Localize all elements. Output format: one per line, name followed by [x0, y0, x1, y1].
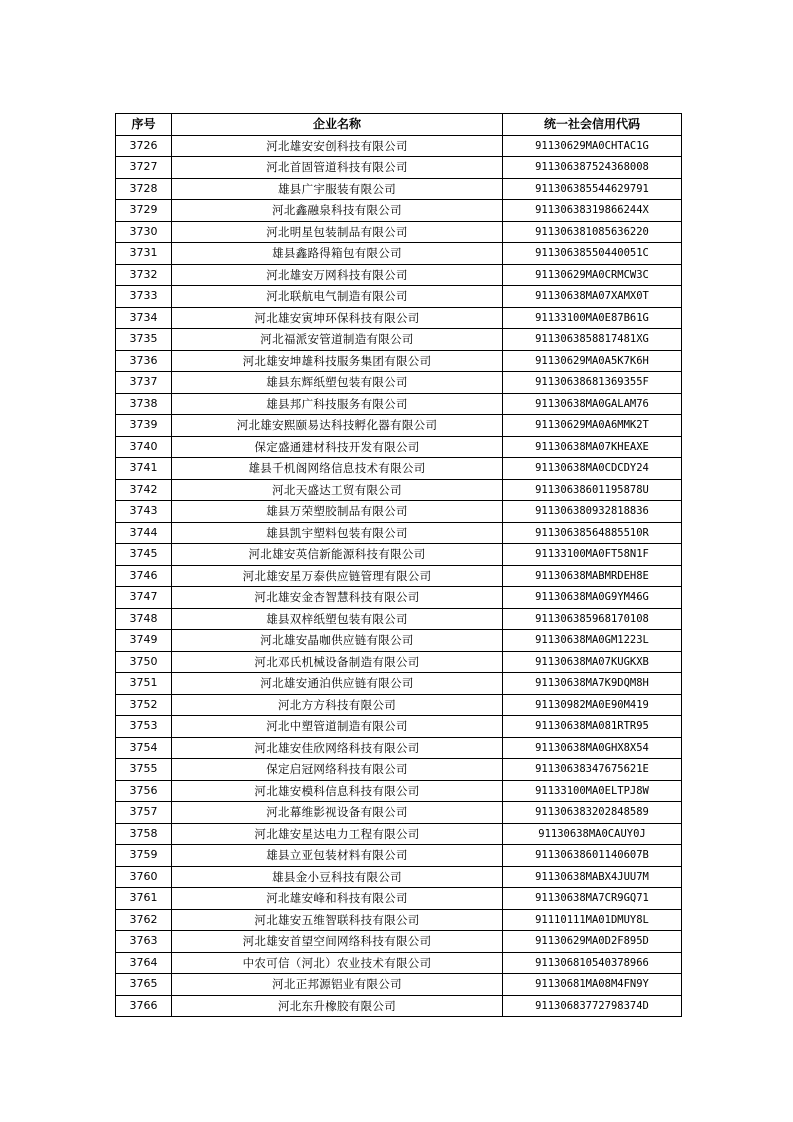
- serial-number-cell: 3766: [116, 995, 172, 1017]
- company-name-cell: 河北雄安模科信息科技有限公司: [172, 780, 503, 802]
- credit-code-cell: 91130638MA0GM1223L: [503, 630, 682, 652]
- serial-number-cell: 3755: [116, 759, 172, 781]
- credit-code-cell: 91130638MA07KUGKXB: [503, 651, 682, 673]
- table-row: [116, 737, 682, 759]
- company-name-cell: 雄县双梓纸塑包装有限公司: [172, 608, 503, 630]
- credit-code-cell: 91130629MA0A6MMK2T: [503, 415, 682, 437]
- table-row: [116, 307, 682, 329]
- serial-number-cell: 3758: [116, 823, 172, 845]
- company-name-cell: 河北雄安首望空间网络科技有限公司: [172, 931, 503, 953]
- company-name-cell: 河北鑫融泉科技有限公司: [172, 200, 503, 222]
- table-row: [116, 673, 682, 695]
- company-name-cell: 河北方方科技有限公司: [172, 694, 503, 716]
- table-row: [116, 372, 682, 394]
- serial-number-cell: 3760: [116, 866, 172, 888]
- credit-code-cell: 91130629MA0CRMCW3C: [503, 264, 682, 286]
- company-name-cell: 雄县邦广科技服务有限公司: [172, 393, 503, 415]
- serial-number-cell: 3728: [116, 178, 172, 200]
- credit-code-cell: 91130638347675621E: [503, 759, 682, 781]
- company-name-cell: 河北幕维影视设备有限公司: [172, 802, 503, 824]
- serial-number-cell: 3759: [116, 845, 172, 867]
- company-name-cell: 雄县鑫路得箱包有限公司: [172, 243, 503, 265]
- credit-code-cell: 91130638681369355F: [503, 372, 682, 394]
- credit-code-cell: 91130638MA07XAMX0T: [503, 286, 682, 308]
- serial-number-cell: 3743: [116, 501, 172, 523]
- table-row: [116, 221, 682, 243]
- table-row: [116, 522, 682, 544]
- header-company-name: 企业名称: [172, 114, 503, 136]
- company-name-cell: 河北雄安佳欣网络科技有限公司: [172, 737, 503, 759]
- serial-number-cell: 3738: [116, 393, 172, 415]
- credit-code-cell: 91130638MA0GHX8X54: [503, 737, 682, 759]
- credit-code-cell: 91133100MA0ELTPJ8W: [503, 780, 682, 802]
- credit-code-cell: 91130638MA07KHEAXE: [503, 436, 682, 458]
- serial-number-cell: 3762: [116, 909, 172, 931]
- credit-code-cell: 911306810540378966: [503, 952, 682, 974]
- credit-code-cell: 91130683772798374D: [503, 995, 682, 1017]
- credit-code-cell: 91130638MA0CDCDY24: [503, 458, 682, 480]
- company-name-cell: 保定启冠网络科技有限公司: [172, 759, 503, 781]
- serial-number-cell: 3751: [116, 673, 172, 695]
- credit-code-cell: 91130638564885510R: [503, 522, 682, 544]
- table-body: [116, 135, 682, 1017]
- header-serial-number: 序号: [116, 114, 172, 136]
- enterprise-table: [115, 113, 682, 1017]
- company-name-cell: 河北雄安寅坤环保科技有限公司: [172, 307, 503, 329]
- serial-number-cell: 3747: [116, 587, 172, 609]
- serial-number-cell: 3749: [116, 630, 172, 652]
- table-row: [116, 393, 682, 415]
- table-row: [116, 651, 682, 673]
- table-row: [116, 931, 682, 953]
- table-row: [116, 157, 682, 179]
- table-row: [116, 587, 682, 609]
- credit-code-cell: 91130638MA0GALAM76: [503, 393, 682, 415]
- company-name-cell: 河北雄安安创科技有限公司: [172, 135, 503, 157]
- table-row: [116, 286, 682, 308]
- credit-code-cell: 91130629MA0CHTAC1G: [503, 135, 682, 157]
- credit-code-cell: 91133100MA0E87B61G: [503, 307, 682, 329]
- credit-code-cell: 91110111MA01DMUY8L: [503, 909, 682, 931]
- company-name-cell: 河北明星包装制品有限公司: [172, 221, 503, 243]
- credit-code-cell: 911306387524368008: [503, 157, 682, 179]
- company-name-cell: 河北福派安管道制造有限公司: [172, 329, 503, 351]
- company-name-cell: 保定盛通建材科技开发有限公司: [172, 436, 503, 458]
- table-row: [116, 823, 682, 845]
- company-name-cell: 河北天盛达工贸有限公司: [172, 479, 503, 501]
- serial-number-cell: 3736: [116, 350, 172, 372]
- serial-number-cell: 3744: [116, 522, 172, 544]
- company-name-cell: 河北雄安熙颐易达科技孵化器有限公司: [172, 415, 503, 437]
- serial-number-cell: 3745: [116, 544, 172, 566]
- serial-number-cell: 3733: [116, 286, 172, 308]
- credit-code-cell: 911306383202848589: [503, 802, 682, 824]
- table-row: [116, 501, 682, 523]
- company-name-cell: 河北雄安坤雄科技服务集团有限公司: [172, 350, 503, 372]
- credit-code-cell: 911306381085636220: [503, 221, 682, 243]
- company-name-cell: 雄县千机阁网络信息技术有限公司: [172, 458, 503, 480]
- serial-number-cell: 3730: [116, 221, 172, 243]
- credit-code-cell: 91130681MA08M4FN9Y: [503, 974, 682, 996]
- table-row: [116, 780, 682, 802]
- company-name-cell: 河北雄安通泊供应链有限公司: [172, 673, 503, 695]
- table-row: [116, 350, 682, 372]
- serial-number-cell: 3729: [116, 200, 172, 222]
- credit-code-cell: 91130638MA7K9DQM8H: [503, 673, 682, 695]
- company-name-cell: 雄县立亚包装材料有限公司: [172, 845, 503, 867]
- serial-number-cell: 3739: [116, 415, 172, 437]
- serial-number-cell: 3750: [116, 651, 172, 673]
- table-row: [116, 694, 682, 716]
- company-name-cell: 中农可信（河北）农业技术有限公司: [172, 952, 503, 974]
- table-row: [116, 178, 682, 200]
- serial-number-cell: 3754: [116, 737, 172, 759]
- company-name-cell: 雄县万荣塑胶制品有限公司: [172, 501, 503, 523]
- serial-number-cell: 3731: [116, 243, 172, 265]
- table-row: [116, 888, 682, 910]
- table-row: [116, 436, 682, 458]
- credit-code-cell: 9113063858817481XG: [503, 329, 682, 351]
- company-name-cell: 河北雄安星万泰供应链管理有限公司: [172, 565, 503, 587]
- table-row: [116, 845, 682, 867]
- table-row: [116, 479, 682, 501]
- company-name-cell: 河北雄安星达电力工程有限公司: [172, 823, 503, 845]
- credit-code-cell: 91130638MA081RTR95: [503, 716, 682, 738]
- company-name-cell: 雄县凯宇塑料包装有限公司: [172, 522, 503, 544]
- serial-number-cell: 3763: [116, 931, 172, 953]
- serial-number-cell: 3741: [116, 458, 172, 480]
- table-row: [116, 630, 682, 652]
- company-name-cell: 河北联航电气制造有限公司: [172, 286, 503, 308]
- credit-code-cell: 911306385968170108: [503, 608, 682, 630]
- serial-number-cell: 3753: [116, 716, 172, 738]
- table-row: [116, 866, 682, 888]
- credit-code-cell: 911306380932818836: [503, 501, 682, 523]
- credit-code-cell: 91130638MA7CR9GQ71: [503, 888, 682, 910]
- serial-number-cell: 3757: [116, 802, 172, 824]
- serial-number-cell: 3727: [116, 157, 172, 179]
- table-row: [116, 952, 682, 974]
- serial-number-cell: 3756: [116, 780, 172, 802]
- serial-number-cell: 3746: [116, 565, 172, 587]
- credit-code-cell: 91130638MA0G9YM46G: [503, 587, 682, 609]
- table-row: [116, 759, 682, 781]
- serial-number-cell: 3734: [116, 307, 172, 329]
- serial-number-cell: 3765: [116, 974, 172, 996]
- company-name-cell: 河北邓氏机械设备制造有限公司: [172, 651, 503, 673]
- table-row: [116, 974, 682, 996]
- table-row: [116, 802, 682, 824]
- table-row: [116, 243, 682, 265]
- credit-code-cell: 91130638MABMRDEH8E: [503, 565, 682, 587]
- serial-number-cell: 3732: [116, 264, 172, 286]
- table-row: [116, 565, 682, 587]
- credit-code-cell: 91130638601140607B: [503, 845, 682, 867]
- table-row: [116, 329, 682, 351]
- serial-number-cell: 3761: [116, 888, 172, 910]
- credit-code-cell: 91130638MA0CAUY0J: [503, 823, 682, 845]
- credit-code-cell: 911306385544629791: [503, 178, 682, 200]
- table-row: [116, 415, 682, 437]
- header-credit-code: 统一社会信用代码: [503, 114, 682, 136]
- table-row: [116, 200, 682, 222]
- credit-code-cell: 91130638601195878U: [503, 479, 682, 501]
- credit-code-cell: 91130629MA0A5K7K6H: [503, 350, 682, 372]
- serial-number-cell: 3735: [116, 329, 172, 351]
- serial-number-cell: 3742: [116, 479, 172, 501]
- company-name-cell: 河北东升橡胶有限公司: [172, 995, 503, 1017]
- serial-number-cell: 3764: [116, 952, 172, 974]
- credit-code-cell: 91130638319866244X: [503, 200, 682, 222]
- serial-number-cell: 3748: [116, 608, 172, 630]
- table-row: [116, 909, 682, 931]
- serial-number-cell: 3726: [116, 135, 172, 157]
- credit-code-cell: 91130638550440051C: [503, 243, 682, 265]
- serial-number-cell: 3740: [116, 436, 172, 458]
- company-name-cell: 河北雄安五维智联科技有限公司: [172, 909, 503, 931]
- credit-code-cell: 91130982MA0E90M419: [503, 694, 682, 716]
- table-row: [116, 995, 682, 1017]
- company-name-cell: 河北雄安英信新能源科技有限公司: [172, 544, 503, 566]
- table-row: [116, 716, 682, 738]
- table-row: [116, 608, 682, 630]
- company-name-cell: 河北雄安晶咖供应链有限公司: [172, 630, 503, 652]
- table-row: [116, 544, 682, 566]
- credit-code-cell: 91130629MA0D2F895D: [503, 931, 682, 953]
- table-row: [116, 458, 682, 480]
- company-name-cell: 河北正邦源铝业有限公司: [172, 974, 503, 996]
- table-row: [116, 264, 682, 286]
- company-name-cell: 河北雄安金杏智慧科技有限公司: [172, 587, 503, 609]
- serial-number-cell: 3737: [116, 372, 172, 394]
- company-name-cell: 河北中塑管道制造有限公司: [172, 716, 503, 738]
- credit-code-cell: 91133100MA0FT58N1F: [503, 544, 682, 566]
- credit-code-cell: 91130638MABX4JUU7M: [503, 866, 682, 888]
- company-name-cell: 河北雄安万网科技有限公司: [172, 264, 503, 286]
- table-header-row: [116, 114, 682, 136]
- company-name-cell: 雄县东辉纸塑包装有限公司: [172, 372, 503, 394]
- table-row: [116, 135, 682, 157]
- serial-number-cell: 3752: [116, 694, 172, 716]
- company-name-cell: 雄县金小豆科技有限公司: [172, 866, 503, 888]
- company-name-cell: 河北雄安峰和科技有限公司: [172, 888, 503, 910]
- company-name-cell: 河北首固管道科技有限公司: [172, 157, 503, 179]
- company-name-cell: 雄县广宇服装有限公司: [172, 178, 503, 200]
